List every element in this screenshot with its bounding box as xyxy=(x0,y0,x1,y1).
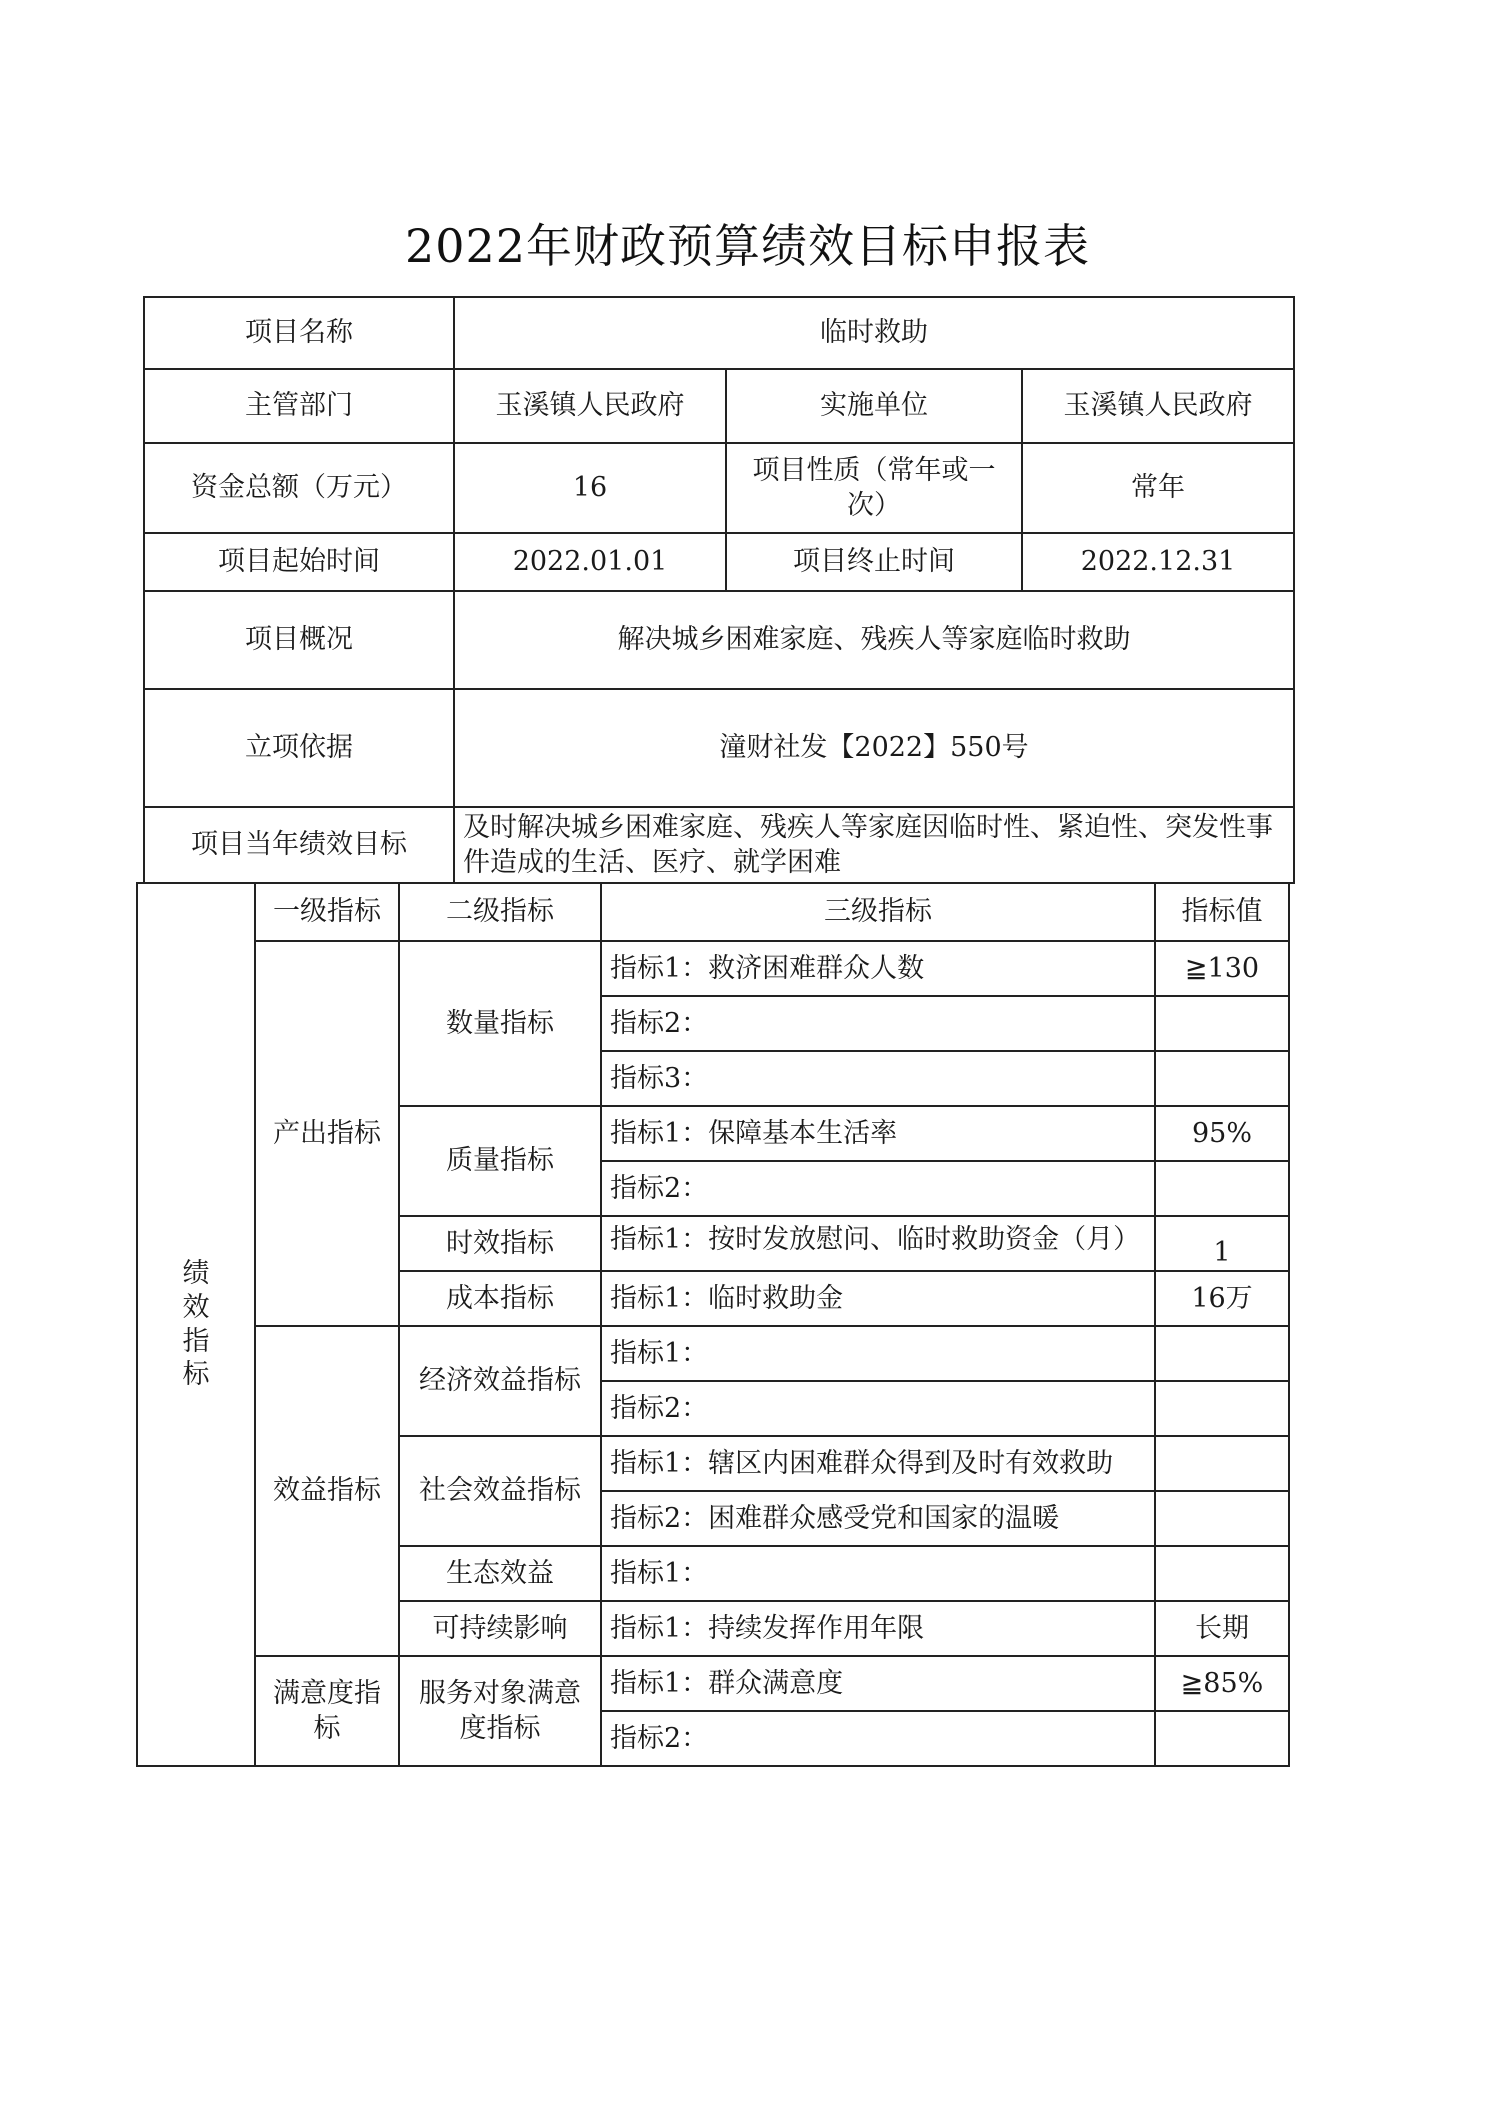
table-row xyxy=(137,883,1289,941)
level1-output: 产出指标 xyxy=(255,941,399,1326)
value-cell: 16万 xyxy=(1155,1271,1289,1326)
value-cell: 95% xyxy=(1155,1106,1289,1161)
indicator-cell: 指标2： xyxy=(601,1381,1155,1436)
indicator-cell: 指标1：救济困难群众人数 xyxy=(601,941,1155,996)
end-label: 项目终止时间 xyxy=(726,533,1022,591)
nature-label: 项目性质（常年或一次） xyxy=(726,443,1022,533)
value-cell xyxy=(1155,996,1289,1051)
end-value: 2022.12.31 xyxy=(1022,533,1294,591)
level2-social: 社会效益指标 xyxy=(399,1436,601,1546)
value-cell xyxy=(1155,1161,1289,1216)
level2-quality: 质量指标 xyxy=(399,1106,601,1216)
impl-value: 玉溪镇人民政府 xyxy=(1022,369,1294,443)
dept-value: 玉溪镇人民政府 xyxy=(454,369,726,443)
indicator-cell: 指标1：持续发挥作用年限 xyxy=(601,1601,1155,1656)
level2-economic: 经济效益指标 xyxy=(399,1326,601,1436)
level1-benefit: 效益指标 xyxy=(255,1326,399,1656)
impl-label: 实施单位 xyxy=(726,369,1022,443)
value-cell xyxy=(1155,1381,1289,1436)
header-level3: 三级指标 xyxy=(601,883,1155,941)
table-row xyxy=(144,689,1294,807)
indicator-cell: 指标3： xyxy=(601,1051,1155,1106)
dept-label: 主管部门 xyxy=(144,369,454,443)
overview-label: 项目概况 xyxy=(144,591,454,689)
nature-value: 常年 xyxy=(1022,443,1294,533)
level1-satisfaction: 满意度指标 xyxy=(255,1656,399,1766)
indicator-cell: 指标2： xyxy=(601,1161,1155,1216)
level2-quantity: 数量指标 xyxy=(399,941,601,1106)
level2-sustainable: 可持续影响 xyxy=(399,1601,601,1656)
indicator-cell: 指标1： xyxy=(601,1326,1155,1381)
table-row xyxy=(144,297,1294,369)
table-row xyxy=(144,591,1294,689)
level2-cost: 成本指标 xyxy=(399,1271,601,1326)
indicator-cell: 指标1：辖区内困难群众得到及时有效救助 xyxy=(601,1436,1155,1491)
indicator-cell: 指标2：困难群众感受党和国家的温暖 xyxy=(601,1491,1155,1546)
basis-value: 潼财社发【2022】550号 xyxy=(454,689,1294,807)
basis-label: 立项依据 xyxy=(144,689,454,807)
value-cell: 1 xyxy=(1155,1216,1289,1271)
project-name-value: 临时救助 xyxy=(454,297,1294,369)
project-name-label: 项目名称 xyxy=(144,297,454,369)
level2-ecological: 生态效益 xyxy=(399,1546,601,1601)
start-value: 2022.01.01 xyxy=(454,533,726,591)
table-row xyxy=(137,1326,1289,1381)
value-cell xyxy=(1155,1326,1289,1381)
value-cell: ≧130 xyxy=(1155,941,1289,996)
header-level2: 二级指标 xyxy=(399,883,601,941)
value-cell xyxy=(1155,1051,1289,1106)
level2-service: 服务对象满意度指标 xyxy=(399,1656,601,1766)
start-label: 项目起始时间 xyxy=(144,533,454,591)
funds-value: 16 xyxy=(454,443,726,533)
overview-value: 解决城乡困难家庭、残疾人等家庭临时救助 xyxy=(454,591,1294,689)
goal-label: 项目当年绩效目标 xyxy=(144,807,454,883)
value-cell xyxy=(1155,1491,1289,1546)
performance-table xyxy=(136,882,1290,1767)
table-row xyxy=(137,941,1289,996)
indicator-cell: 指标1：群众满意度 xyxy=(601,1656,1155,1711)
value-cell: ≧85% xyxy=(1155,1656,1289,1711)
value-cell: 长期 xyxy=(1155,1601,1289,1656)
header-value: 指标值 xyxy=(1155,883,1289,941)
table-row xyxy=(144,807,1294,883)
level2-timeliness: 时效指标 xyxy=(399,1216,601,1271)
funds-label: 资金总额（万元） xyxy=(144,443,454,533)
indicator-cell: 指标1：按时发放慰问、临时救助资金（月） xyxy=(601,1216,1155,1271)
table-row xyxy=(144,533,1294,591)
performance-section-label: 绩 效 指 标 xyxy=(137,883,255,1766)
indicator-cell: 指标1： xyxy=(601,1546,1155,1601)
indicator-cell: 指标1：保障基本生活率 xyxy=(601,1106,1155,1161)
value-cell xyxy=(1155,1436,1289,1491)
indicator-cell: 指标2： xyxy=(601,1711,1155,1766)
basic-info-table xyxy=(143,296,1295,884)
table-row xyxy=(137,1656,1289,1711)
indicator-cell: 指标1：临时救助金 xyxy=(601,1271,1155,1326)
goal-value: 及时解决城乡困难家庭、残疾人等家庭因临时性、紧迫性、突发性事件造成的生活、医疗、就学困难 xyxy=(454,807,1294,883)
table-row xyxy=(144,443,1294,533)
value-cell xyxy=(1155,1546,1289,1601)
indicator-cell: 指标2： xyxy=(601,996,1155,1051)
page-title: 2022年财政预算绩效目标申报表 xyxy=(404,219,1091,273)
table-row xyxy=(144,369,1294,443)
header-level1: 一级指标 xyxy=(255,883,399,941)
value-cell xyxy=(1155,1711,1289,1766)
